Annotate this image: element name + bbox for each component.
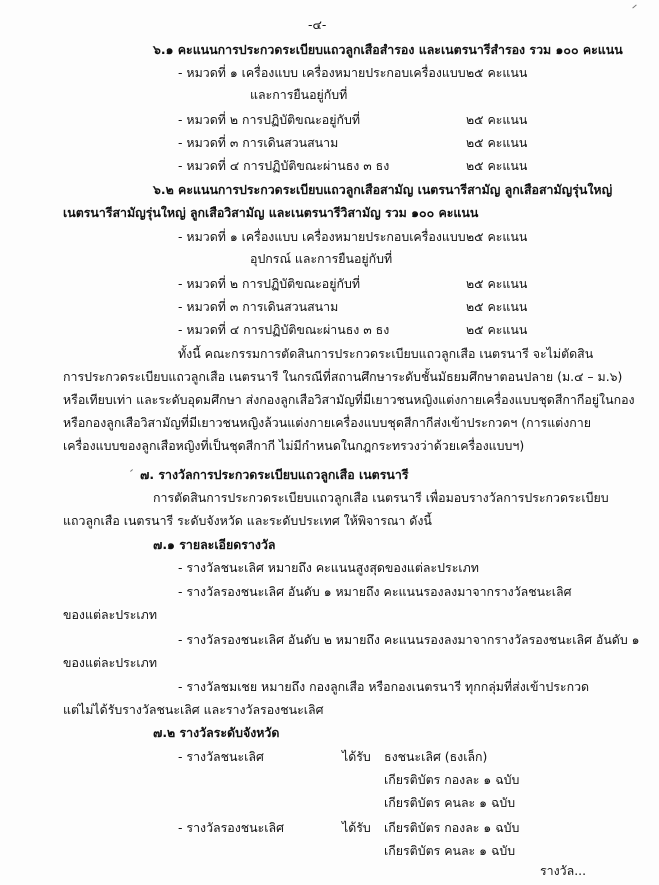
s61-item-1-score: ๒๕ คะแนน (466, 65, 528, 80)
award-honorable-cont: แต่ไม่ได้รับรางวัลชนะเลิศ และรางวัลรองชนะเลิศ (63, 702, 324, 717)
award-1st: - รางวัลชนะเลิศ หมายถึง คะแนนสูงสุดของแต่ละประเภท (178, 560, 479, 575)
section-7-1-heading: ๗.๑ รายละเอียดรางวัล (153, 537, 276, 552)
section-6-2-heading-line2: เนตรนารีสามัญรุ่นใหญ่ ลูกเสือวิสามัญ และเนตรนารีวิสามัญ รวม ๑๐๐ คะแนน (63, 205, 479, 220)
award-runner-up-2: - รางวัลรองชนะเลิศ อันดับ ๒ หมายถึง คะแนนรองลงมาจากรางวัลรองชนะเลิศ อันดับ ๑ (178, 632, 640, 647)
note-line-2: การประกวดระเบียบแถวลูกเสือ เนตรนารี ในกรณีที่สถานศึกษาระดับชั้นมัธยมศึกษาตอนปลาย (ม.๔ – ม.๖) (63, 369, 623, 384)
section-6-1-heading: ๖.๑ คะแนนการประกวดระเบียบแถวลูกเสือสำรอง และเนตรนารีสำรอง รวม ๑๐๐ คะแนน (153, 42, 623, 57)
s61-item-2-score: ๒๕ คะแนน (466, 112, 528, 127)
province-winner-reward-2: เกียรติบัตร กองละ ๑ ฉบับ (384, 772, 520, 787)
scan-speck (632, 5, 636, 9)
province-runnerup-label: - รางวัลรองชนะเลิศ (178, 820, 284, 835)
province-winner-label: - รางวัลชนะเลิศ (178, 749, 264, 764)
s61-item-2: - หมวดที่ ๒ การปฏิบัติขณะอยู่กับที่ (178, 112, 361, 127)
note-line-5: เครื่องแบบของลูกเสือหญิงที่เป็นชุดสีกากี ไม่มีกำหนดในกฎกระทรวงว่าด้วยเครื่องแบบฯ) (63, 438, 525, 453)
scan-speck (130, 469, 133, 472)
award-honorable: - รางวัลชมเชย หมายถึง กองลูกเสือ หรือกองเนตรนารี ทุกกลุ่มที่ส่งเข้าประกวด (178, 679, 590, 694)
s62-item-1: - หมวดที่ ๑ เครื่องแบบ เครื่องหมายประกอบเครื่องแบบ (178, 229, 466, 244)
province-winner-get: ได้รับ (342, 749, 371, 764)
s62-item-4-score: ๒๕ คะแนน (466, 322, 528, 337)
s62-item-2: - หมวดที่ ๒ การปฏิบัติขณะอยู่กับที่ (178, 276, 361, 291)
s61-item-4-score: ๒๕ คะแนน (466, 158, 528, 173)
s62-item-1-cont: อุปกรณ์ และการยืนอยู่กับที่ (250, 251, 393, 266)
section-7-intro-1: การตัดสินการประกวดระเบียบแถวลูกเสือ เนตรนารี เพื่อมอบรางวัลการประกวดระเบียบ (153, 490, 609, 505)
province-runnerup-reward-2: เกียรติบัตร คนละ ๑ ฉบับ (384, 843, 516, 858)
section-6-2-heading-line1: ๖.๒ คะแนนการประกวดระเบียบแถวลูกเสือสามัญ เนตรนารีสามัญ ลูกเสือสามัญรุ่นใหญ่ (153, 182, 613, 197)
s62-item-4: - หมวดที่ ๔ การปฏิบัติขณะผ่านธง ๓ ธง (178, 322, 390, 337)
section-7-intro-2: แถวลูกเสือ เนตรนารี ระดับจังหวัด และระดับประเทศ ให้พิจารณา ดังนี้ (63, 513, 432, 528)
section-7-2-heading: ๗.๒ รางวัลระดับจังหวัด (153, 725, 280, 740)
note-line-4: หรือกองลูกเสือวิสามัญที่มีเยาวชนหญิงล้วนแต่งกายเครื่องแบบชุดสีกากีส่งเข้าประกวดฯ (การแต่งกาย (63, 415, 591, 430)
s61-item-4: - หมวดที่ ๔ การปฏิบัติขณะผ่านธง ๓ ธง (178, 158, 390, 173)
s61-item-3: - หมวดที่ ๓ การเดินสวนสนาม (178, 135, 339, 150)
province-winner-reward-1: ธงชนะเลิศ (ธงเล็ก) (384, 749, 488, 764)
s62-item-1-score: ๒๕ คะแนน (466, 229, 528, 244)
s62-item-2-score: ๒๕ คะแนน (466, 276, 528, 291)
s62-item-3-score: ๒๕ คะแนน (466, 299, 528, 314)
award-runner-up-1: - รางวัลรองชนะเลิศ อันดับ ๑ หมายถึง คะแนนรองลงมาจากรางวัลชนะเลิศ (178, 584, 572, 599)
province-runnerup-get: ได้รับ (342, 820, 371, 835)
award-runner-up-1-cont: ของแต่ละประเภท (63, 607, 157, 622)
s61-item-3-score: ๒๕ คะแนน (466, 135, 528, 150)
s62-item-3: - หมวดที่ ๓ การเดินสวนสนาม (178, 299, 339, 314)
section-7-heading: ๗. รางวัลการประกวดระเบียบแถวลูกเสือ เนตรนารี (140, 467, 409, 482)
s61-item-1-cont: และการยืนอยู่กับที่ (250, 87, 348, 102)
continuation-text: รางวัล... (540, 863, 587, 878)
s61-item-1: - หมวดที่ ๑ เครื่องแบบ เครื่องหมายประกอบเครื่องแบบ (178, 65, 466, 80)
province-runnerup-reward-1: เกียรติบัตร กองละ ๑ ฉบับ (384, 820, 520, 835)
province-winner-reward-3: เกียรติบัตร คนละ ๑ ฉบับ (384, 795, 516, 810)
award-runner-up-2-cont: ของแต่ละประเภท (63, 655, 157, 670)
page-number: -๔- (308, 17, 327, 32)
note-line-1: ทั้งนี้ คณะกรรมการตัดสินการประกวดระเบียบแถวลูกเสือ เนตรนารี จะไม่ตัดสิน (178, 346, 594, 361)
note-line-3: หรือเทียบเท่า และระดับอุดมศึกษา ส่งกองลูกเสือวิสามัญที่มีเยาวชนหญิงแต่งกายเครื่องแบบชุดสีกากีอยู่ในกอง (63, 392, 635, 407)
